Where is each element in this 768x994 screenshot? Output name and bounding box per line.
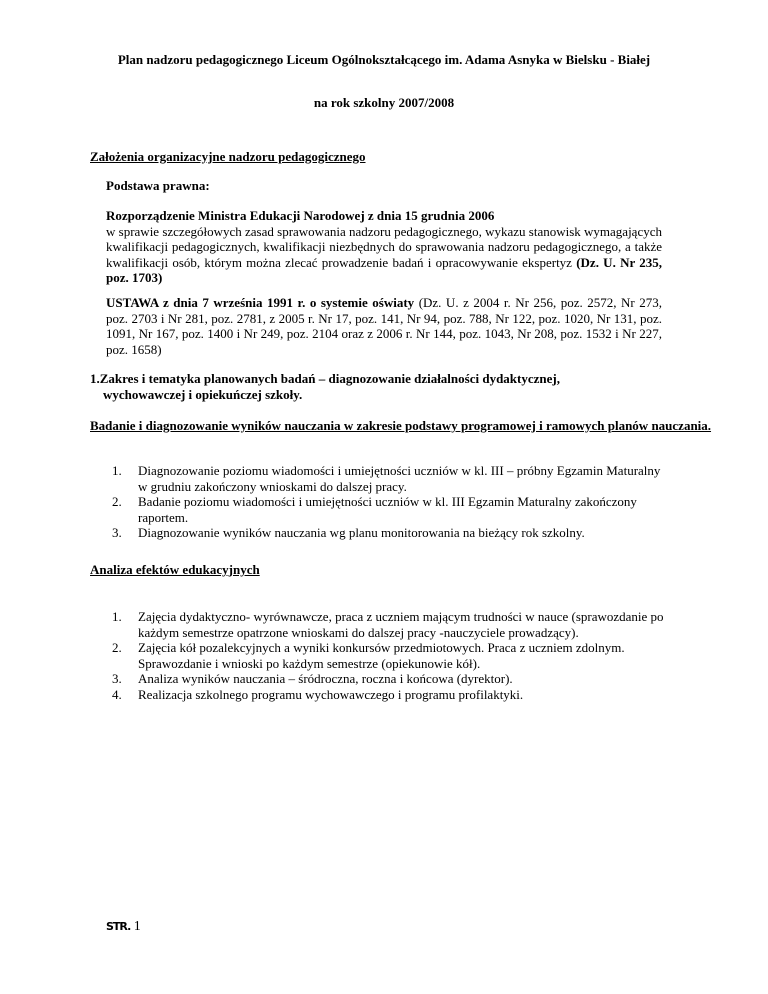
list-item-text: Diagnozowanie poziomu wiadomości i umiejętności uczniów w kl. III – próbny Egzamin Maturalny w grudniu zakończony wnioskami do dalszej pracy.	[138, 463, 661, 494]
ustawa-title: USTAWA z dnia 7 września 1991 r. o systemie oświaty	[106, 295, 415, 310]
rozporzadzenie-title: Rozporządzenie Ministra Edukacji Narodowej z dnia 15 grudnia 2006	[106, 208, 495, 223]
page-number: 1	[133, 919, 141, 934]
badanie-heading: Badanie i diagnozowanie wyników nauczania w zakresie podstawy programowej i ramowych planów nauczania.	[90, 418, 712, 433]
list-number: 3.	[112, 671, 122, 686]
list-item	[112, 640, 672, 671]
list-item	[112, 463, 672, 494]
list-item	[112, 494, 672, 525]
ustawa-paragraph	[106, 295, 662, 357]
list-item-text: Zajęcia kół pozalekcyjnych a wyniki konkursów przedmiotowych. Praca z uczniem zdolnym. Sprawozdanie i wnioski po każdym semestrze (opiekunowie kół).	[138, 640, 625, 671]
list-item-text: Zajęcia dydaktyczno- wyrównawcze, praca z uczniem mającym trudności w nauce (sprawozdanie po każdym semestrze opatrzone wnioskami do dalszej pracy -nauczyciele prowadzący).	[138, 609, 664, 640]
school-year-subtitle: na rok szkolny 2007/2008	[313, 95, 455, 110]
list-item-text: Realizacja szkolnego programu wychowawczego i programu profilaktyki.	[138, 686, 524, 702]
list-item	[112, 687, 672, 703]
section-1-line2: wychowawczej i opiekuńczej szkoły.	[103, 386, 303, 402]
list-item	[112, 525, 672, 541]
podstawa-prawna-label: Podstawa prawna:	[106, 178, 210, 193]
list-item-text: Diagnozowanie wyników nauczania wg planu monitorowania na bieżący rok szkolny.	[138, 525, 585, 540]
list-item-text: Analiza wyników nauczania – śródroczna, roczna i końcowa (dyrektor).	[138, 671, 513, 686]
rozporzadzenie-paragraph	[106, 208, 662, 286]
list-number: 4.	[112, 686, 122, 702]
analiza-heading: Analiza efektów edukacyjnych	[90, 562, 260, 577]
ustawa-body: (Dz. U. z 2004 r. Nr 256, poz. 2572, Nr 273, poz. 2703 i Nr 281, poz. 2781, z 2005 r. Nr 17, poz. 141, Nr 94, poz. 788, Nr 122, poz. 1020, Nr 131, poz. 1091, Nr 167, poz. 1400 i Nr 249, poz. 2104 oraz z 2006 r. Nr 144, poz. 1043, Nr 208, poz. 1532 i Nr 227, poz. 1658)	[106, 295, 662, 357]
list-number: 1.	[112, 609, 122, 624]
list-number: 2.	[112, 640, 122, 655]
list-item	[112, 609, 672, 640]
analiza-list	[112, 609, 672, 702]
list-number: 2.	[112, 494, 122, 509]
section-1-line1: 1.Zakres i tematyka planowanych badań – diagnozowanie działalności dydaktycznej,	[90, 371, 560, 386]
document-title: Plan nadzoru pedagogicznego Liceum Ogólnokształcącego im. Adama Asnyka w Bielsku - Białej	[117, 52, 651, 67]
rozporzadzenie-ref: (Dz. U. Nr 235, poz. 1703)	[106, 254, 662, 285]
page-label: STR.	[106, 920, 131, 933]
badanie-list	[112, 463, 672, 541]
list-number: 3.	[112, 525, 122, 540]
rozporzadzenie-body: w sprawie szczegółowych zasad sprawowania nadzoru pedagogicznego, wykazu stanowisk wymagających kwalifikacji pedagogicznych, kwalifikacji niezbędnych do sprawowania nadzoru pedagogicznego, a także kwalifikacji osób, którym można zlecać prowadzenie badań i opracowywanie ekspertyz	[106, 223, 662, 270]
list-item-text: Badanie poziomu wiadomości i umiejętności uczniów w kl. III Egzamin Maturalny zakończony raportem.	[138, 494, 637, 525]
list-item	[112, 671, 672, 687]
section-1-heading	[90, 371, 650, 402]
list-number: 1.	[112, 463, 122, 478]
page-footer	[106, 919, 141, 935]
zalozenia-heading: Założenia organizacyjne nadzoru pedagogicznego	[90, 149, 366, 164]
